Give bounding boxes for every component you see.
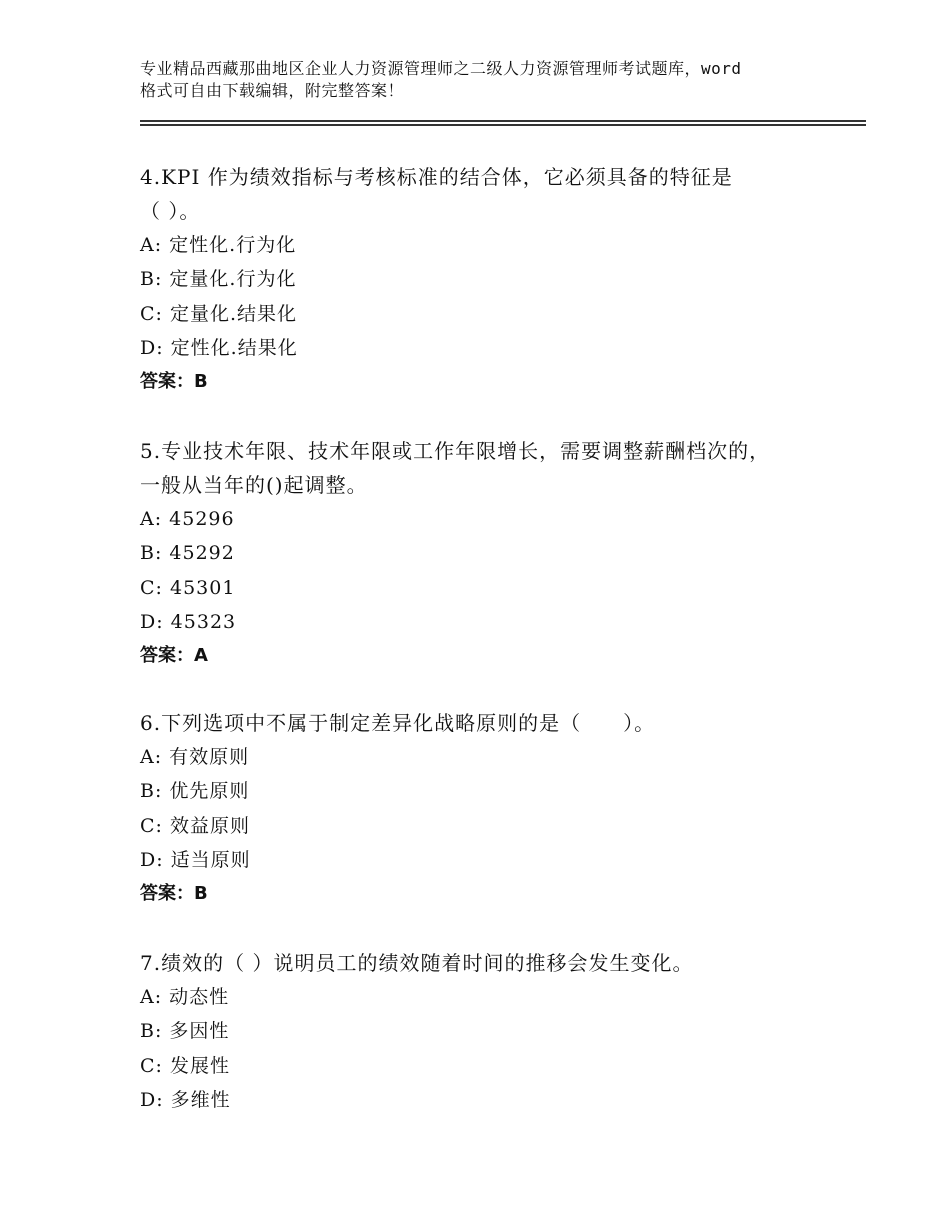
option-d: D: 适当原则 [140, 848, 251, 871]
option-b: B: 多因性 [140, 1020, 230, 1043]
option-b: B: 优先原则 [140, 780, 250, 803]
answer: 答案：B [140, 883, 208, 905]
question-stem: 5.专业技术年限、技术年限或工作年限增长，需要调整薪酬档次的， [140, 439, 771, 463]
option-b: B: 45292 [140, 542, 235, 565]
question-stem-cont: 一般从当年的()起调整。 [140, 473, 368, 497]
question-stem-cont: （ ）。 [140, 199, 201, 223]
option-a: A: 45296 [140, 508, 235, 530]
question-stem: 7.绩效的（ ）说明员工的绩效随着时间的推移会发生变化。 [140, 951, 694, 975]
option-d: D: 45323 [140, 610, 237, 633]
option-d: D: 多维性 [140, 1088, 231, 1111]
question-stem: 4.KPI 作为绩效指标与考核标准的结合体，它必须具备的特征是 [140, 165, 733, 189]
answer: 答案：A [140, 645, 208, 667]
question-4 [140, 160, 840, 399]
option-a: A: 定性化.行为化 [140, 234, 297, 256]
header-divider-bottom [140, 124, 866, 126]
header-divider-top [140, 120, 866, 122]
option-c: C: 定量化.结果化 [140, 302, 298, 325]
option-c: C: 发展性 [140, 1054, 230, 1077]
question-6 [140, 706, 840, 911]
question-5 [140, 434, 840, 673]
header-line-2: 格式可自由下载编辑，附完整答案！ [140, 81, 405, 100]
option-c: C: 效益原则 [140, 814, 250, 837]
option-d: D: 定性化.结果化 [140, 336, 298, 359]
header-line-1: 专业精品西藏那曲地区企业人力资源管理师之二级人力资源管理师考试题库，word [140, 59, 742, 78]
answer: 答案：B [140, 371, 208, 393]
question-stem: 6.下列选项中不属于制定差异化战略原则的是（ ）。 [140, 711, 656, 735]
option-c: C: 45301 [140, 576, 236, 599]
option-a: A: 动态性 [140, 986, 230, 1008]
question-7 [140, 946, 840, 1117]
option-a: A: 有效原则 [140, 746, 250, 768]
document-header [140, 58, 840, 102]
option-b: B: 定量化.行为化 [140, 268, 297, 291]
